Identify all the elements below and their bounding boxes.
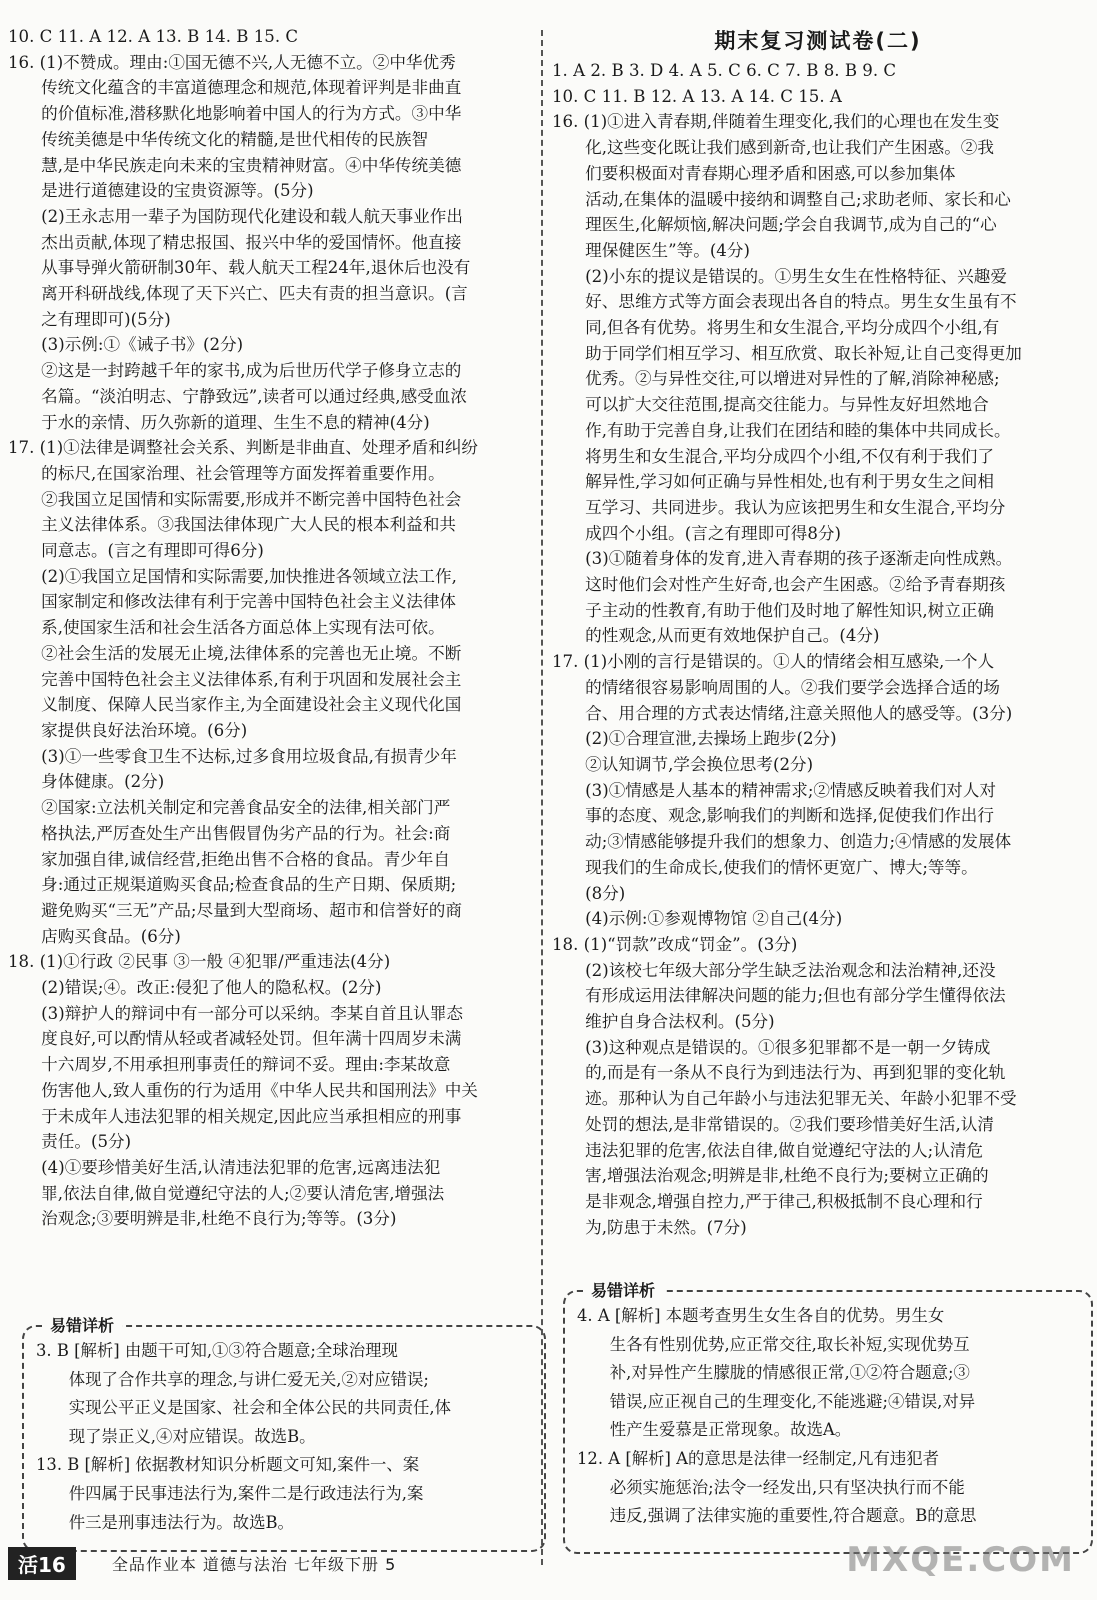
answer-line: 身:通过正规渠道购买食品;检查食品的生产日期、保质期; bbox=[8, 875, 457, 895]
answer-line: (3)辩护人的辩词中有一部分可以采纳。李某自首且认罪态 bbox=[8, 1003, 463, 1023]
answer-line: 迹。那种认为自己年龄小与违法犯罪无关、年龄小犯罪不受 bbox=[552, 1089, 1017, 1109]
answer-line: (2)①合理宣泄,去操场上跑步(2分) bbox=[552, 729, 837, 749]
answer-line: 家加强自律,诚信经营,拒绝出售不合格的食品。青少年自 bbox=[8, 849, 450, 869]
answer-line: 有形成运用法律解决问题的能力;但也有部分学生懂得依法 bbox=[552, 986, 1006, 1006]
answer-line: 合、用合理的方式表达情绪,注意关照他人的感受等。(3分) bbox=[552, 703, 1013, 723]
right-box-lines bbox=[577, 1302, 1081, 1531]
answer-line: 将男生和女生混合,平均分成四个小组,不仅有利于我们了 bbox=[552, 446, 994, 466]
answer-line: 理保健医生”等。(4分) bbox=[552, 240, 750, 260]
page-footer bbox=[8, 1548, 396, 1578]
page-number-tag: 活16 bbox=[8, 1547, 76, 1580]
answer-line: 18. (1)“罚款”改成“罚金”。(3分) bbox=[552, 934, 798, 954]
answer-line: 系,使国家生活和社会生活各方面总体上实现有法可依。 bbox=[8, 618, 445, 638]
answer-line: (2)小东的提议是错误的。①男生女生在性格特征、兴趣爱 bbox=[552, 266, 1007, 286]
analysis-line: 实现公平正义是国家、社会和全体公民的共同责任,体 bbox=[36, 1398, 451, 1418]
answer-line: 们要积极面对青春期心理矛盾和困惑,可以参加集体 bbox=[552, 163, 956, 183]
answer-line: 是非观念,增强自控力,严于律己,积极抵制不良心理和行 bbox=[552, 1191, 983, 1211]
answer-line: ②我国立足国情和实际需要,形成并不断完善中国特色社会 bbox=[8, 489, 462, 509]
analysis-line: 4. A [解析] 本题考查男生女生各自的优势。男生女 bbox=[577, 1306, 945, 1325]
answer-line: 子主动的性教育,有助于他们及时地了解性知识,树立正确 bbox=[552, 600, 994, 620]
answer-line: (3)①情感是人基本的精神需求;②情感反映着我们对人对 bbox=[552, 780, 996, 800]
analysis-line: 性产生爱慕是正常现象。故选A。 bbox=[577, 1420, 852, 1440]
analysis-line: 3. B [解析] 由题干可知,①③符合题意;全球治理现 bbox=[36, 1341, 398, 1360]
answer-line: (4)示例:①参观博物馆 ②自己(4分) bbox=[552, 909, 843, 929]
right-column bbox=[552, 24, 1084, 1240]
answer-line: ②这是一封跨越千年的家书,成为后世历代学子修身立志的 bbox=[8, 361, 462, 381]
answer-line: 的标尺,在国家治理、社会管理等方面发挥着重要作用。 bbox=[8, 463, 445, 483]
answer-line: 违法犯罪的危害,依法自律,做自觉遵纪守法的人;认清危 bbox=[552, 1140, 983, 1160]
analysis-line: 体现了合作共享的理念,与讲仁爱无关,②对应错误; bbox=[36, 1369, 429, 1389]
right-box-title: 易错详析 bbox=[583, 1278, 663, 1301]
left-box-title: 易错详析 bbox=[42, 1313, 122, 1336]
answer-line: ②认知调节,学会换位思考(2分) bbox=[552, 754, 814, 774]
answer-line: (3)①随着身体的发育,进入青春期的孩子逐渐走向性成熟。 bbox=[552, 549, 1013, 569]
analysis-line: 12. A [解析] A的意思是法律一经制定,凡有违犯者 bbox=[577, 1448, 940, 1468]
answer-line: 1. A 2. B 3. D 4. A 5. C 6. C 7. B 8. B 9. C bbox=[552, 61, 897, 80]
answer-line: 责任。(5分) bbox=[8, 1132, 132, 1152]
answer-line: 17. (1)小刚的言行是错误的。①人的情绪会相互感染,一个人 bbox=[552, 652, 995, 672]
analysis-line: 错误,应正视自己的生理变化,不能逃避;④错误,对异 bbox=[577, 1391, 976, 1411]
answer-line: 十六周岁,不用承担刑事责任的辩词不妥。理由:李某故意 bbox=[8, 1055, 451, 1075]
answer-line: 同,但各有优势。将男生和女生混合,平均分成四个小组,有 bbox=[552, 318, 1000, 338]
answer-line: 为,防患于未然。(7分) bbox=[552, 1217, 747, 1237]
answer-line: 离开科研战线,体现了天下兴亡、匹夫有责的担当意识。(言 bbox=[8, 284, 468, 304]
answer-line: (4)①要珍惜美好生活,认清违法犯罪的危害,远离违法犯 bbox=[8, 1157, 441, 1177]
answer-line: 是进行道德建设的宝贵资源等。(5分) bbox=[8, 181, 314, 201]
left-answer-lines bbox=[8, 24, 533, 1232]
answer-line: 互学习、共同进步。我认为应该把男生和女生混合,平均分 bbox=[552, 497, 1006, 517]
answer-line: 解异性,学习如何正确与异性相处,也有利于男女生之间相 bbox=[552, 472, 994, 492]
answer-line: 好、思维方式等方面会表现出各自的特点。男生女生虽有不 bbox=[552, 292, 1017, 312]
answer-line: 处罚的想法,是非常错误的。②我们要珍惜美好生活,认清 bbox=[552, 1114, 994, 1134]
answer-line: 10. C 11. B 12. A 13. A 14. C 15. A bbox=[552, 86, 842, 106]
answer-line: 的情绪很容易影响周围的人。②我们要学会选择合适的场 bbox=[552, 677, 1001, 697]
answer-line: 成四个小组。(言之有理即可得8分) bbox=[552, 523, 842, 543]
answer-line: 于未成年人违法犯罪的相关规定,因此应当承担相应的刑事 bbox=[8, 1106, 462, 1126]
answer-line: 义制度、保障人民当家作主,为全面建设社会主义现代化国 bbox=[8, 695, 462, 715]
answer-line: 慧,是中华民族走向未来的宝贵精神财富。④中华传统美德 bbox=[8, 155, 462, 175]
answer-line: 优秀。②与异性交往,可以增进对异性的了解,消除神秘感; bbox=[552, 369, 1000, 389]
answer-line: (2)错误;④。改正:侵犯了他人的隐私权。(2分) bbox=[8, 978, 382, 998]
analysis-line: 生各有性别优势,应正常交往,取长补短,实现优势互 bbox=[577, 1334, 970, 1354]
answer-line: 动;③情感能够提升我们的想象力、创造力;④情感的发展体 bbox=[552, 832, 1012, 852]
left-box-lines bbox=[36, 1337, 534, 1537]
test-paper-title: 期末复习测试卷(二) bbox=[714, 29, 922, 53]
right-error-analysis-box bbox=[563, 1281, 1093, 1554]
left-column bbox=[8, 24, 533, 1232]
answer-line: 的价值标准,潜移默化地影响着中国人的行为方式。③中华 bbox=[8, 104, 462, 124]
answer-line: 化,这些变化既让我们感到新奇,也让我们产生困惑。②我 bbox=[552, 138, 994, 158]
answer-line: 杰出贡献,体现了精忠报国、报兴中华的爱国情怀。他直接 bbox=[8, 232, 462, 252]
site-watermark: MXQE.COM bbox=[846, 1540, 1075, 1580]
answer-line: (2)王永志用一辈子为国防现代化建设和载人航天事业作出 bbox=[8, 206, 463, 226]
answer-line: 名篇。“淡泊明志、宁静致远”,读者可以通过经典,感受血浓 bbox=[8, 386, 467, 406]
answer-line: 10. C 11. A 12. A 13. B 14. B 15. C bbox=[8, 27, 299, 46]
answer-line: 之有理即可)(5分) bbox=[8, 309, 171, 329]
answer-line: 店购买食品。(6分) bbox=[8, 926, 181, 946]
answer-line: 完善中国特色社会主义法律体系,有利于巩固和发展社会主 bbox=[8, 669, 462, 689]
answer-line: 助于同学们相互学习、相互欣赏、取长补短,让自己变得更加 bbox=[552, 343, 1022, 363]
analysis-line: 现了崇正义,④对应错误。故选B。 bbox=[36, 1426, 316, 1446]
answer-line: (2)①我国立足国情和实际需要,加快推进各领域立法工作, bbox=[8, 566, 457, 586]
answer-line: (3)示例:①《诫子书》(2分) bbox=[8, 335, 244, 355]
answer-line: 事的态度、观念,影响我们的判断和选择,促使我们作出行 bbox=[552, 806, 994, 826]
analysis-line: 13. B [解析] 依据教材知识分析题文可知,案件一、案 bbox=[36, 1455, 420, 1475]
answer-line: (3)这种观点是错误的。①很多犯罪都不是一朝一夕铸成 bbox=[552, 1037, 991, 1057]
answer-line: 同意志。(言之有理即可得6分) bbox=[8, 541, 264, 561]
footer-book-info: 全品作业本 道德与法治 七年级下册 5 bbox=[111, 1554, 397, 1574]
right-answer-lines bbox=[552, 58, 1084, 1240]
answer-line: 的,而是有一条从不良行为到违法行为、再到犯罪的变化轨 bbox=[552, 1063, 1006, 1083]
answer-line: 传统文化蕴含的丰富道德理念和规范,体现着评判是非曲直 bbox=[8, 78, 462, 98]
answer-line: 罪,依法自律,做自觉遵纪守法的人;②要认清危害,增强法 bbox=[8, 1183, 445, 1203]
answer-line: 这时他们会对性产生好奇,也会产生困惑。②给予青春期孩 bbox=[552, 575, 1006, 595]
answer-line: 于水的亲情、历久弥新的道理、生生不息的精神(4分) bbox=[8, 412, 430, 432]
answer-line: 维护自身合法权利。(5分) bbox=[552, 1012, 775, 1032]
answer-line: 治观念;③要明辨是非,杜绝不良行为;等等。(3分) bbox=[8, 1209, 397, 1229]
answer-line: (8分) bbox=[552, 883, 626, 903]
answer-line: ②社会生活的发展无止境,法律体系的完善也无止境。不断 bbox=[8, 643, 462, 663]
answer-line: (3)①一些零食卫生不达标,过多食用垃圾食品,有损青少年 bbox=[8, 746, 457, 766]
answer-line: 17. (1)①法律是调整社会关系、判断是非曲直、处理矛盾和纠纷 bbox=[8, 438, 479, 458]
answer-line: 作,有助于完善自身,让我们在团结和睦的集体中共同成长。 bbox=[552, 420, 1011, 440]
answer-line: 家提供良好法治环境。(6分) bbox=[8, 720, 248, 740]
answer-line: ②国家:立法机关制定和完善食品安全的法律,相关部门严 bbox=[8, 798, 451, 818]
answer-line: 的性观念,从而更有效地保护自己。(4分) bbox=[552, 626, 880, 646]
analysis-line: 必须实施惩治;法令一经发出,只有坚决执行而不能 bbox=[577, 1477, 965, 1497]
answer-line: 现我们的生命成长,使我们的情怀更宽广、博大;等等。 bbox=[552, 857, 978, 877]
answer-line: 活动,在集体的温暖中接纳和调整自己;求助老师、家长和心 bbox=[552, 189, 1011, 209]
answer-line: 伤害他人,致人重伤的行为适用《中华人民共和国刑法》中关 bbox=[8, 1080, 478, 1100]
answer-line: 从事导弹火箭研制30年、载人航天工程24年,退休后也没有 bbox=[8, 258, 471, 278]
answer-line: 18. (1)①行政 ②民事 ③一般 ④犯罪/严重违法(4分) bbox=[8, 952, 391, 972]
answer-line: 理医生,化解烦恼,解决问题;学会自我调节,成为自己的“心 bbox=[552, 215, 997, 235]
answer-line: 度良好,可以酌情从轻或者减轻处罚。但年满十四周岁未满 bbox=[8, 1029, 462, 1049]
answer-line: 国家制定和修改法律有利于完善中国特色社会主义法律体 bbox=[8, 592, 457, 612]
answer-line: 16. (1)不赞成。理由:①国无德不兴,人无德不立。②中华优秀 bbox=[8, 52, 456, 72]
answer-line: (2)该校七年级大部分学生缺乏法治观念和法治精神,还没 bbox=[552, 960, 996, 980]
answer-line: 主义法律体系。③我国法律体现广大人民的根本利益和共 bbox=[8, 515, 457, 535]
left-error-analysis-box bbox=[22, 1316, 546, 1552]
analysis-line: 违反,强调了法律实施的重要性,符合题意。B的意思 bbox=[577, 1506, 977, 1526]
answer-line: 16. (1)①进入青春期,伴随着生理变化,我们的心理也在发生变 bbox=[552, 112, 1000, 132]
analysis-line: 件三是刑事违法行为。故选B。 bbox=[36, 1512, 294, 1532]
answer-line: 格执法,严厉查处生产出售假冒伪劣产品的行为。社会:商 bbox=[8, 823, 451, 843]
answer-line: 传统美德是中华传统文化的精髓,是世代相传的民族智 bbox=[8, 129, 429, 149]
answer-line: 身体健康。(2分) bbox=[8, 772, 165, 792]
answer-line: 可以扩大交往范围,提高交往能力。与异性友好坦然地合 bbox=[552, 395, 989, 415]
answer-line: 避免购买“三无”产品;尽量到大型商场、超市和信誉好的商 bbox=[8, 900, 462, 920]
answer-line: 害,增强法治观念;明辨是非,杜绝不良行为;要树立正确的 bbox=[552, 1166, 989, 1186]
analysis-line: 补,对异性产生朦胧的情感很正常,①②符合题意;③ bbox=[577, 1363, 970, 1383]
analysis-line: 件四属于民事违法行为,案件二是行政违法行为,案 bbox=[36, 1483, 424, 1503]
